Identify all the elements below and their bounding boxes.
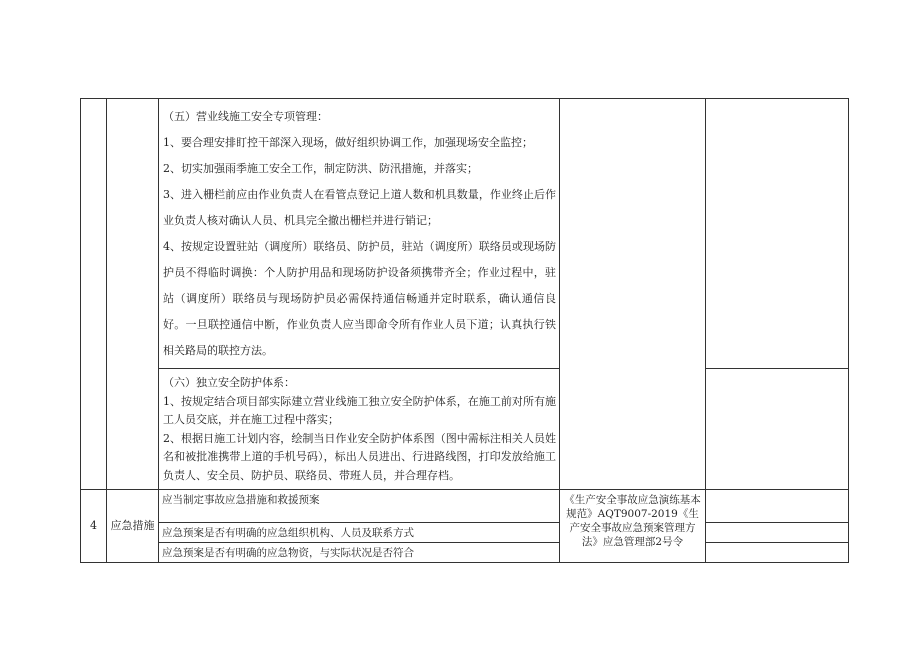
result-cell-empty: [706, 99, 849, 369]
row4-item3: [81, 543, 849, 563]
section6-row: [81, 369, 849, 490]
section5-heading: （五）营业线施工安全专项管理：: [163, 110, 328, 123]
category-cell-empty: [107, 99, 159, 490]
row4-item-text: 应当制定事故应急措施和救援预案: [162, 494, 320, 506]
row4-item-cell: [159, 523, 560, 543]
row4-category: 应急措施: [107, 490, 159, 563]
row4-reference: 《生产安全事故应急演练基本规范》AQT9007-2019《生产安全事故应急预案管理方法》应急管理部2号令: [564, 494, 701, 548]
section6-heading: （六）独立安全防护体系：: [163, 376, 295, 389]
section5-item: 3、进入栅栏前应由作业负责人在看管点登记上道人数和机具数量，作业终止后作业负责人核对确认人员、机具完全撤出栅栏并进行销记；: [163, 188, 556, 227]
result-cell-empty: [706, 523, 849, 543]
section5-item: 1、要合理安排盯控干部深入现场，做好组织协调工作，加强现场安全监控；: [163, 136, 533, 149]
result-cell-empty: [706, 543, 849, 563]
section5-row: [81, 99, 849, 369]
section6-item: 1、按规定结合项目部实际建立营业线施工独立安全防护体系，在施工前对所有施工人员交底，并在施工过程中落实；: [163, 394, 556, 426]
section6-item: 2、根据日施工计划内容，绘制当日作业安全防护体系图（图中需标注相关人员姓名和被批准携带上道的手机号码），标出人员进出、行进路线图，打印发放给施工负责人、安全员、防护员、联络员、带班人员，并合理存档。: [163, 431, 556, 482]
row4-item-cell: [159, 490, 560, 523]
row4-reference-cell: [560, 490, 706, 563]
result-cell-empty: [706, 490, 849, 523]
section5-item: 4、按规定设置驻站（调度所）联络员、防护员，驻站（调度所）联络员或现场防护员不得临时调换：个人防护用品和现场防护设备须携带齐全；作业过程中，驻站（调度所）联络员与现场防护员必需保持通信畅通并定时联系，确认通信良好。一旦联控通信中断，作业负责人应当即命令所有作业人员下道；认真执行铁相关路局的联控方法。: [163, 240, 556, 357]
row4-item-text: 应急预案是否有明确的应急组织机构、人员及联系方式: [162, 527, 414, 539]
section5-item: 2、切实加强雨季施工安全工作，制定防洪、防汛措施，并落实；: [163, 162, 478, 175]
reference-cell-empty: [560, 99, 706, 490]
row4-item-text: 应急预案是否有明确的应急物资，与实际状况是否符合: [162, 547, 414, 559]
row4-item-cell: [159, 543, 560, 563]
inspection-table: [80, 98, 849, 563]
row4-item2: [81, 523, 849, 543]
section5-cell: [159, 99, 560, 369]
row4-item1: [81, 490, 849, 523]
row4-index: 4: [81, 490, 107, 563]
result-cell-empty: [706, 369, 849, 490]
section6-cell: [159, 369, 560, 490]
index-cell-empty: [81, 99, 107, 490]
